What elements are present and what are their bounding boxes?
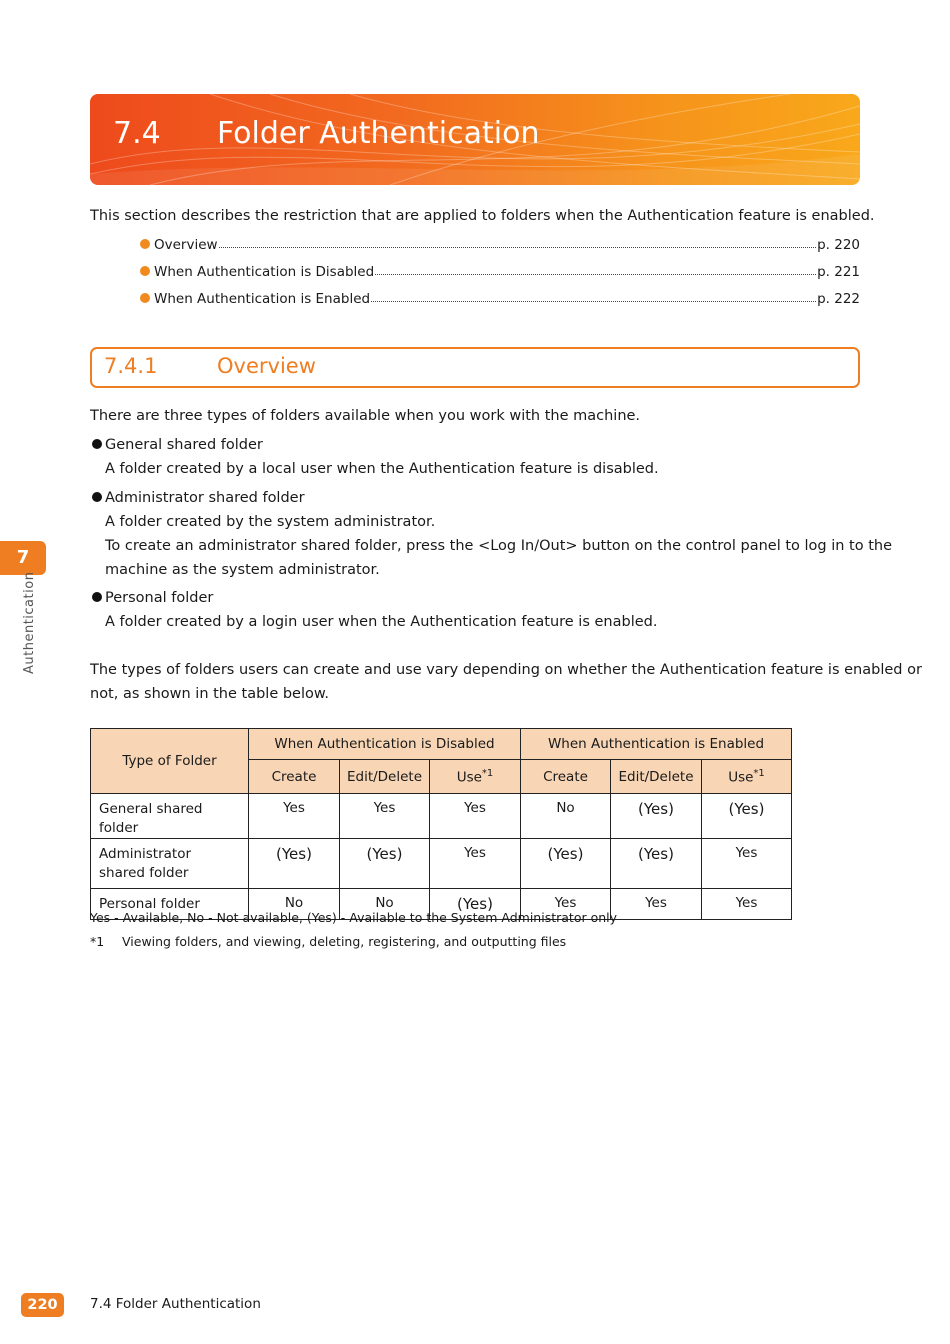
toc-label: When Authentication is Enabled (154, 291, 371, 307)
toc-page: p. 222 (817, 291, 860, 307)
subsection-title: Overview (217, 354, 316, 378)
toc-entry-overview[interactable] (140, 233, 860, 253)
table-cell: (Yes) (249, 839, 340, 889)
item-title: Personal folder (105, 590, 214, 606)
table-cell: (Yes) (521, 839, 611, 889)
type-header: Type of Folder (91, 729, 249, 794)
intro-text: This section describes the restriction that are applied to folders when the Authentication feature is enabled. (90, 208, 875, 224)
page-number: 220 (21, 1293, 64, 1317)
bullet-icon (140, 266, 150, 276)
section-number: 7.4 (113, 116, 161, 151)
toc-entry-disabled[interactable] (140, 260, 860, 280)
col-create: Create (521, 760, 611, 794)
body-after: The types of folders users can create and use vary depending on whether the Authentication feature is enabled or (90, 662, 922, 678)
bullet-icon (140, 293, 150, 303)
bullet-icon (140, 239, 150, 249)
footer-section-title: 7.4 Folder Authentication (90, 1296, 261, 1312)
item-text: A folder created by the system administrator. (105, 514, 436, 530)
table-cell: Yes (340, 794, 430, 839)
table-row (91, 839, 792, 889)
col-edit-delete: Edit/Delete (611, 760, 702, 794)
footnote-mark: *1 (481, 767, 494, 779)
item-title: General shared folder (105, 437, 263, 453)
col-use (430, 760, 521, 794)
table-cell: Yes (611, 889, 702, 920)
bullet-icon (92, 439, 102, 449)
col-use-label: Use (728, 769, 754, 786)
col-create: Create (249, 760, 340, 794)
chapter-tab: 7 (0, 541, 46, 575)
table-legend: Yes - Available, No - Not available, (Yes) - Available to the System Administrator only (90, 910, 618, 925)
section-title: Folder Authentication (217, 116, 540, 151)
col-use-label: Use (456, 769, 482, 786)
section-banner (90, 94, 860, 185)
col-use (702, 760, 792, 794)
footnote-mark: *1 (753, 767, 765, 779)
table-cell: Yes (702, 889, 792, 920)
table-cell: Yes (430, 794, 521, 839)
table-cell: Yes (249, 794, 340, 839)
row-header: Administrator shared folder (91, 839, 249, 889)
toc-leader (371, 301, 816, 302)
subsection-heading (90, 347, 860, 388)
body-after: not, as shown in the table below. (90, 686, 330, 702)
row-header: Personal folder (91, 889, 249, 920)
toc-leader (219, 247, 817, 248)
group-header-disabled: When Authentication is Disabled (249, 729, 521, 760)
item-text: A folder created by a login user when the Authentication feature is enabled. (105, 614, 658, 630)
item-title: Administrator shared folder (105, 490, 305, 506)
table-cell: No (249, 889, 340, 920)
footnote-mark: *1 (90, 934, 105, 949)
table-cell: (Yes) (430, 889, 521, 920)
table-cell: Yes (430, 839, 521, 889)
item-text: machine as the system administrator. (105, 562, 380, 578)
col-edit-delete: Edit/Delete (340, 760, 430, 794)
item-text: A folder created by a local user when the Authentication feature is disabled. (105, 461, 659, 477)
item-text: To create an administrator shared folder, press the <Log In/Out> button on the control panel to log in to the (105, 538, 893, 554)
table-cell: (Yes) (340, 839, 430, 889)
table-cell: No (340, 889, 430, 920)
toc-leader (375, 274, 816, 275)
row-header: General shared folder (91, 794, 249, 839)
body-lead: There are three types of folders available when you work with the machine. (90, 408, 641, 424)
table-cell: Yes (521, 889, 611, 920)
toc-label: When Authentication is Disabled (154, 264, 375, 280)
bullet-icon (92, 592, 102, 602)
table-row (91, 794, 792, 839)
table-cell: No (521, 794, 611, 839)
toc-page: p. 220 (817, 237, 860, 253)
table-cell: (Yes) (611, 839, 702, 889)
chapter-label: Authentication (22, 571, 37, 674)
table-cell: (Yes) (702, 794, 792, 839)
bullet-icon (92, 492, 102, 502)
toc-label: Overview (154, 237, 218, 253)
group-header-enabled: When Authentication is Enabled (521, 729, 792, 760)
toc-page: p. 221 (817, 264, 860, 280)
folder-permissions-table (90, 728, 792, 920)
footnote-text: Viewing folders, and viewing, deleting, registering, and outputting files (122, 934, 567, 949)
table-cell: Yes (702, 839, 792, 889)
table-cell: (Yes) (611, 794, 702, 839)
toc-entry-enabled[interactable] (140, 287, 860, 307)
subsection-number: 7.4.1 (104, 354, 158, 378)
